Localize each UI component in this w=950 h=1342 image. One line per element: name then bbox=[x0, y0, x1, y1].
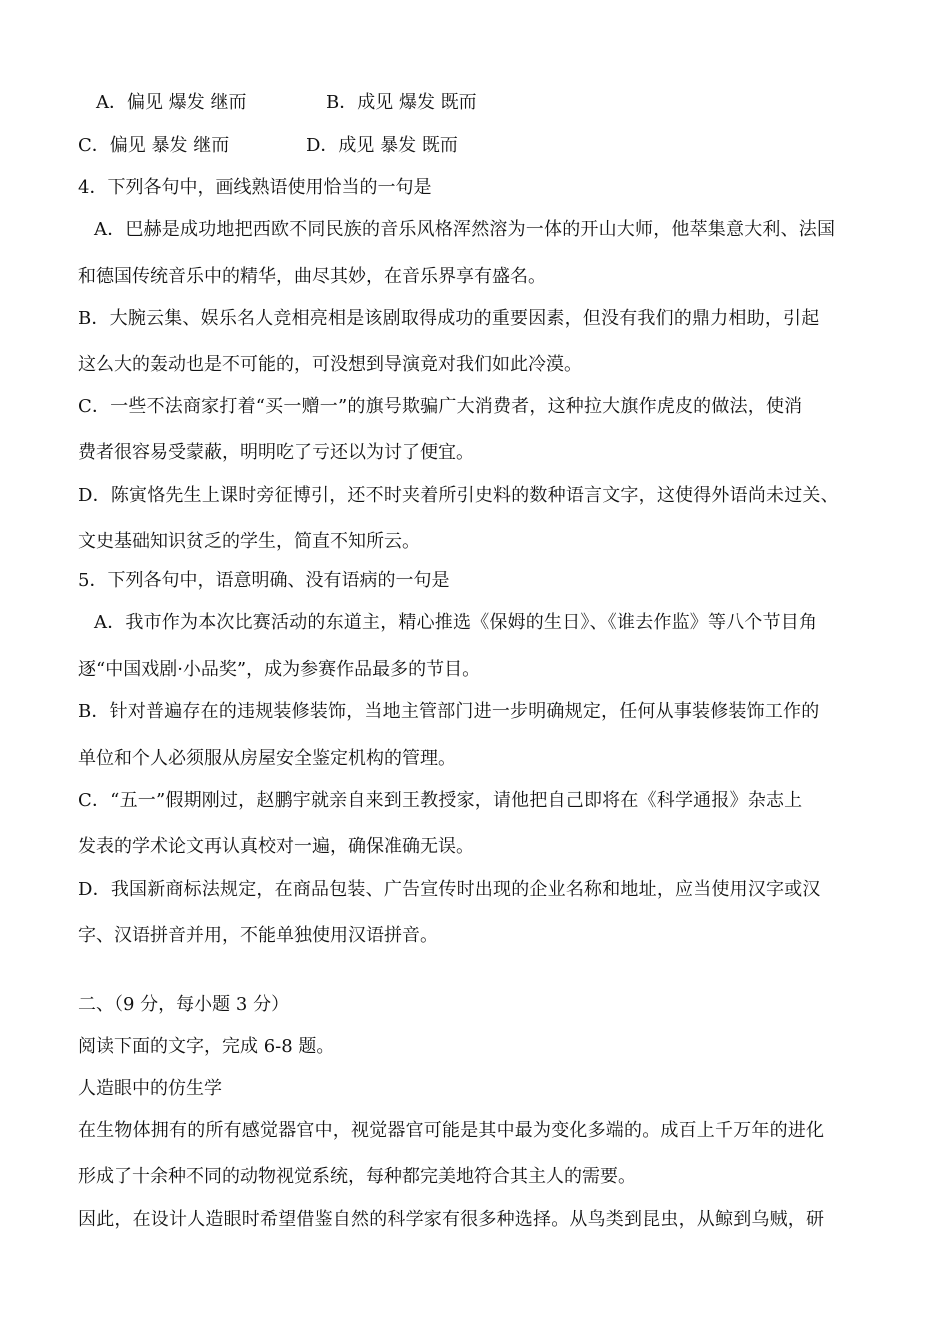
passage-paragraph-1-line1: 在生物体拥有的所有感觉器官中，视觉器官可能是其中最为变化多端的。成百上千万年的进化 bbox=[78, 1120, 825, 1141]
q5-option-c-line2: 发表的学术论文再认真校对一遍，确保准确无误。 bbox=[78, 836, 474, 857]
q5-option-c-line1: C．“五一”假期刚过，赵鹏宇就亲自来到王教授家，请他把自己即将在《科学通报》杂志上 bbox=[78, 790, 803, 811]
section-two-heading: 二、（9 分，每小题 3 分） bbox=[78, 994, 290, 1015]
q3-option-c: C．偏见 暴发 继而 bbox=[78, 135, 230, 156]
q3-options-row-1 bbox=[78, 86, 477, 120]
q4-option-d-line1: D．陈寅恪先生上课时旁征博引，还不时夹着所引史料的数种语言文字，这使得外语尚未过关、 bbox=[78, 485, 839, 506]
q5-option-a-line1: A．我市作为本次比赛活动的东道主，精心推选《保姆的生日》、《谁去作监》等八个节目角 bbox=[94, 612, 818, 633]
q4-option-b-line1: B．大腕云集、娱乐名人竞相亮相是该剧取得成功的重要因素，但没有我们的鼎力相助，引起 bbox=[78, 308, 820, 329]
q5-option-d-line1: D．我国新商标法规定，在商品包装、广告宣传时出现的企业名称和地址，应当使用汉字或汉 bbox=[78, 879, 821, 900]
passage-paragraph-1-line2: 形成了十余种不同的动物视觉系统，每种都完美地符合其主人的需要。 bbox=[78, 1166, 636, 1187]
passage-title: 人造眼中的仿生学 bbox=[78, 1078, 222, 1099]
q5-stem: 5．下列各句中，语意明确、没有语病的一句是 bbox=[78, 570, 450, 591]
q4-option-d-line2: 文史基础知识贫乏的学生，简直不知所云。 bbox=[78, 531, 420, 552]
q3-option-a: A．偏见 爆发 继而 bbox=[96, 92, 247, 113]
q3-option-d: D．成见 暴发 既而 bbox=[306, 135, 458, 156]
q3-option-b: B．成见 爆发 既而 bbox=[326, 92, 477, 113]
q5-option-d-line2: 字、汉语拼音并用，不能单独使用汉语拼音。 bbox=[78, 925, 438, 946]
q4-option-a-line2: 和德国传统音乐中的精华，曲尽其妙，在音乐界享有盛名。 bbox=[78, 266, 546, 287]
section-two-instruction: 阅读下面的文字，完成 6-8 题。 bbox=[78, 1036, 335, 1057]
passage-paragraph-2-line1: 因此，在设计人造眼时希望借鉴自然的科学家有很多种选择。从鸟类到昆虫，从鲸到乌贼，研 bbox=[78, 1209, 825, 1230]
q4-option-c-line2: 费者很容易受蒙蔽，明明吃了亏还以为讨了便宜。 bbox=[78, 442, 474, 463]
q4-option-b-line2: 这么大的轰动也是不可能的，可没想到导演竟对我们如此冷漠。 bbox=[78, 354, 582, 375]
q5-option-a-line2: 逐“中国戏剧·小品奖”，成为参赛作品最多的节目。 bbox=[78, 659, 481, 680]
q5-option-b-line1: B．针对普遍存在的违规装修装饰，当地主管部门进一步明确规定，任何从事装修装饰工作的 bbox=[78, 701, 820, 722]
q4-option-a-line1: A．巴赫是成功地把西欧不同民族的音乐风格浑然溶为一体的开山大师，他萃集意大利、法国 bbox=[94, 219, 836, 240]
q4-stem: 4．下列各句中，画线熟语使用恰当的一句是 bbox=[78, 177, 432, 198]
q4-option-c-line1: C．一些不法商家打着“买一赠一”的旗号欺骗广大消费者，这种拉大旗作虎皮的做法，使消 bbox=[78, 396, 803, 417]
q5-option-b-line2: 单位和个人必须服从房屋安全鉴定机构的管理。 bbox=[78, 748, 456, 769]
